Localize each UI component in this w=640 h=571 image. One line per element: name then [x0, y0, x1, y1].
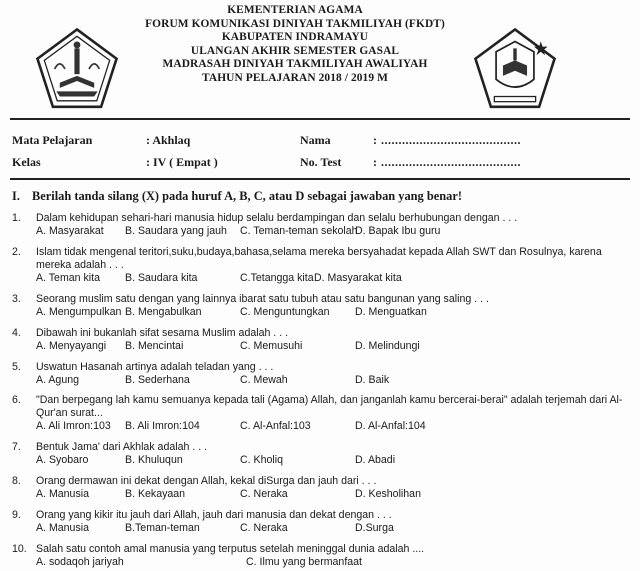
kemenag-logo: [34, 26, 120, 112]
option-d[interactable]: D. Melindungi: [355, 340, 420, 352]
question-text: Orang yang kikir itu jauh dari Allah, jauh dari manusia dan dekat dengan . . .: [36, 509, 392, 521]
question-5: [12, 361, 632, 387]
option-b[interactable]: B.Teman-teman: [125, 522, 200, 534]
option-b[interactable]: B. Saudara kita: [125, 272, 198, 284]
question-9: [12, 509, 632, 535]
option-c[interactable]: C.Tetangga kita: [240, 272, 314, 284]
subject-label: Mata Pelajaran: [12, 133, 93, 147]
option-c[interactable]: C. Teman-teman sekolah: [240, 225, 358, 237]
option-c[interactable]: C. Menguntungkan: [240, 306, 330, 318]
question-7: [12, 441, 632, 467]
option-b[interactable]: B. Mencintai: [125, 340, 184, 352]
option-d[interactable]: D. Bapak Ibu guru: [355, 225, 441, 237]
question-3: [12, 293, 632, 319]
question-number: 5.: [12, 361, 21, 373]
question-10: [12, 543, 632, 569]
name-field[interactable]: : ........................................: [373, 133, 521, 147]
section-instruction: [12, 189, 462, 204]
test-number-label: No. Test: [300, 155, 342, 169]
question-text: Salah satu contoh amal manusia yang terputus setelah meninggal dunia adalah ....: [36, 543, 425, 555]
option-d[interactable]: D. Al-Anfal:104: [355, 420, 426, 432]
test-number-field[interactable]: : ........................................: [373, 155, 521, 169]
question-text: Bentuk Jama' dari Akhlak adalah . . .: [36, 441, 208, 453]
option-d[interactable]: D. Abadi: [355, 454, 396, 466]
option-d[interactable]: D.Surga: [355, 522, 394, 534]
option-d[interactable]: D. Baik: [355, 374, 390, 386]
question-text: Dalam kehidupan sehari-hari manusia hidup selalu berdampingan dan selalu berhubungan dengan . . .: [36, 212, 518, 224]
option-c[interactable]: C. Kholiq: [240, 454, 283, 466]
option-a[interactable]: A. Menyayangi: [36, 340, 107, 352]
option-c[interactable]: C. Neraka: [240, 522, 288, 534]
class-value: : IV ( Empat ): [146, 155, 218, 169]
header-line-year: TAHUN PELAJARAN 2018 / 2019 M: [202, 71, 388, 84]
header-line-ministry: KEMENTERIAN AGAMA: [227, 4, 363, 16]
question-number: 10.: [12, 543, 27, 555]
question-6: [12, 394, 632, 433]
option-c[interactable]: C. Mewah: [240, 374, 288, 386]
header-line-regency: KABUPATEN INDRAMAYU: [221, 31, 369, 44]
question-text: Dibawah ini bukanlah sifat sesama Muslim adalah . . .: [36, 327, 289, 339]
option-b[interactable]: B. Khuluqun: [125, 454, 183, 466]
header-divider: [10, 118, 630, 120]
option-d[interactable]: D. Kesholihan: [355, 488, 421, 500]
question-number: 9.: [12, 509, 21, 521]
option-a[interactable]: A. Mengumpulkan: [36, 306, 122, 318]
question-number: 7.: [12, 441, 21, 453]
option-a[interactable]: A. Masyarakat: [36, 225, 104, 237]
question-4: [12, 327, 632, 353]
option-d[interactable]: D. Menguatkan: [355, 306, 427, 318]
option-b[interactable]: B. Saudara yang jauh: [125, 225, 227, 237]
question-number: 4.: [12, 327, 21, 339]
question-text: Orang dermawan ini dekat dengan Allah, kekal diSurga dan jauh dari . . .: [36, 475, 377, 487]
option-b[interactable]: B. Sederhana: [125, 374, 190, 386]
header-line-exam: ULANGAN AKHIR SEMESTER GASAL: [190, 44, 400, 57]
question-1: [12, 212, 632, 238]
option-b[interactable]: B. Kekayaan: [125, 488, 186, 500]
option-a[interactable]: A. Ali Imron:103: [36, 420, 111, 432]
document-header: [120, 4, 470, 86]
option-b[interactable]: B. Mengabulkan: [125, 306, 202, 318]
question-text: "Dan berpegang lah kamu semuanya kepada tali (Agama) Allah, dan janganlah kamu bercerai-berai" adalah terjemah dari Al-Qur'an surat...: [36, 394, 623, 419]
subject-value: : Akhlaq: [146, 133, 191, 147]
option-a[interactable]: A. Manusia: [36, 522, 89, 534]
question-number: 8.: [12, 475, 21, 487]
name-label: Nama: [300, 133, 331, 147]
option-c[interactable]: C. Ilmu yang bermanfaat: [246, 556, 362, 568]
option-a[interactable]: A. Teman kita: [36, 272, 100, 284]
info-divider: [10, 178, 630, 180]
option-b[interactable]: B. Ali Imron:104: [125, 420, 200, 432]
header-line-madrasah: MADRASAH DINIYAH TAKMILIYAH AWALIYAH: [162, 58, 428, 71]
question-text: Islam tidak mengenal teritori,suku,budaya,bahasa,selama mereka bersyahadat kepada Allah SWT dan Rosulnya, karena mereka adalah . . .: [36, 246, 602, 271]
option-a[interactable]: A. sodaqoh jariyah: [36, 556, 124, 568]
section-number: I.: [12, 189, 20, 203]
option-c[interactable]: C. Memusuhi: [240, 340, 303, 352]
question-number: 2.: [12, 246, 21, 258]
question-number: 1.: [12, 212, 21, 224]
option-a[interactable]: A. Agung: [36, 374, 80, 386]
option-a[interactable]: A. Manusia: [36, 488, 89, 500]
header-line-forum: FORUM KOMUNIKASI DINIYAH TAKMILIYAH (FKDT): [145, 17, 445, 30]
option-a[interactable]: A. Syobaro: [36, 454, 89, 466]
question-number: 3.: [12, 293, 21, 305]
class-label: Kelas: [12, 155, 41, 169]
indramayu-logo: [472, 26, 558, 112]
option-d[interactable]: D. Masyarakat kita: [314, 272, 402, 284]
question-2: [12, 246, 632, 285]
option-c[interactable]: C. Al-Anfal:103: [240, 420, 311, 432]
option-c[interactable]: C. Neraka: [240, 488, 288, 500]
instruction-text: Berilah tanda silang (X) pada huruf A, B, C, atau D sebagai jawaban yang benar!: [32, 189, 462, 203]
question-number: 6.: [12, 394, 21, 406]
question-text: Uswatun Hasanah artinya adalah teladan yang . . .: [36, 361, 274, 373]
question-8: [12, 475, 632, 501]
question-text: Seorang muslim satu dengan yang lainnya ibarat satu tubuh atau satu bangunan yang saling . . .: [36, 293, 489, 305]
